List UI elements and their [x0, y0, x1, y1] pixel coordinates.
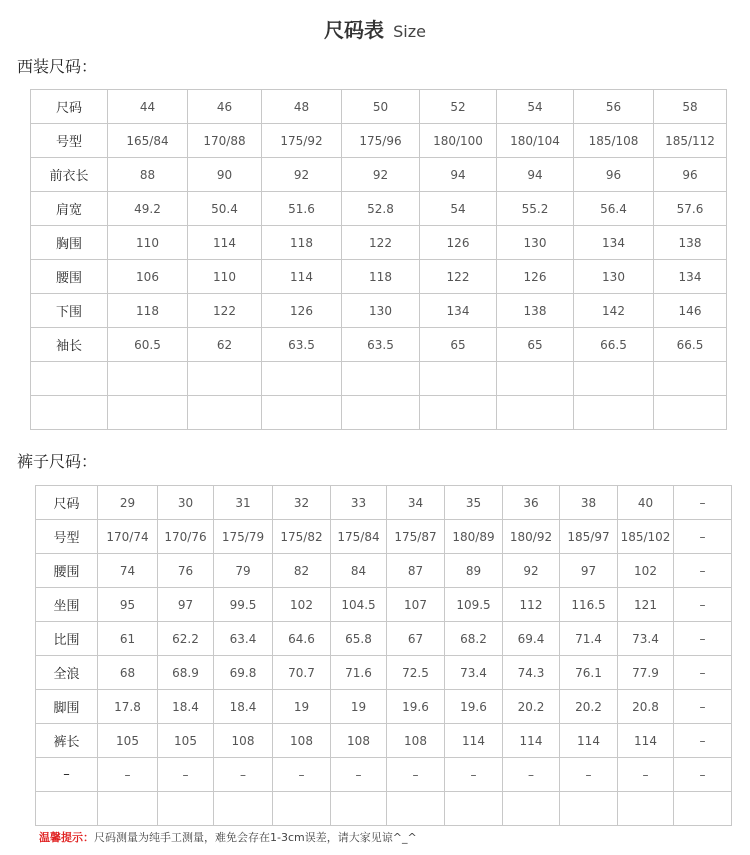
table-row: [36, 588, 732, 622]
row-header-cell: 尺码: [31, 90, 108, 124]
table-cell: 84: [331, 554, 387, 588]
table-row: [31, 362, 727, 396]
row-header-cell: 腰围: [36, 554, 98, 588]
table-cell: 114: [262, 260, 342, 294]
table-cell: [674, 792, 732, 826]
row-header-cell: 号型: [36, 520, 98, 554]
table-cell: 55.2: [497, 192, 574, 226]
row-header-cell: 袖长: [31, 328, 108, 362]
table-cell: 122: [342, 226, 420, 260]
table-cell: –: [158, 758, 214, 792]
table-cell: 56.4: [574, 192, 654, 226]
table-row: [36, 690, 732, 724]
table-cell: 146: [654, 294, 727, 328]
table-cell: 180/89: [445, 520, 503, 554]
table-cell: 116.5: [560, 588, 618, 622]
table-cell: 110: [108, 226, 188, 260]
table-cell: –: [445, 758, 503, 792]
table-cell: 88: [108, 158, 188, 192]
table-cell: 65.8: [331, 622, 387, 656]
table-row: [31, 124, 727, 158]
table-cell: 36: [503, 486, 560, 520]
table-cell: –: [214, 758, 273, 792]
table-cell: 87: [387, 554, 445, 588]
table-cell: 94: [420, 158, 497, 192]
table-cell: 63.5: [262, 328, 342, 362]
table-cell: 77.9: [618, 656, 674, 690]
table-cell: 79: [214, 554, 273, 588]
table-cell: 108: [273, 724, 331, 758]
table-cell: [262, 362, 342, 396]
table-cell: [108, 396, 188, 430]
table-cell: 66.5: [574, 328, 654, 362]
table-cell: 29: [98, 486, 158, 520]
table-cell: –: [674, 622, 732, 656]
table-cell: 114: [188, 226, 262, 260]
table-cell: 18.4: [158, 690, 214, 724]
table-cell: –: [331, 758, 387, 792]
suit-size-table: [30, 89, 727, 430]
table-cell: 118: [108, 294, 188, 328]
table-cell: 108: [214, 724, 273, 758]
table-cell: 69.4: [503, 622, 560, 656]
table-cell: 110: [188, 260, 262, 294]
table-cell: 175/84: [331, 520, 387, 554]
table-cell: 61: [98, 622, 158, 656]
table-cell: 62: [188, 328, 262, 362]
row-header-cell: 比围: [36, 622, 98, 656]
row-header-cell: 坐围: [36, 588, 98, 622]
table-cell: 89: [445, 554, 503, 588]
table-cell: [214, 792, 273, 826]
table-cell: 180/100: [420, 124, 497, 158]
table-cell: 107: [387, 588, 445, 622]
table-cell: 38: [560, 486, 618, 520]
table-cell: 122: [188, 294, 262, 328]
table-cell: 68: [98, 656, 158, 690]
table-cell: –: [674, 520, 732, 554]
table-cell: [618, 792, 674, 826]
table-cell: 33: [331, 486, 387, 520]
table-cell: 63.4: [214, 622, 273, 656]
table-cell: –: [98, 758, 158, 792]
table-cell: 44: [108, 90, 188, 124]
table-cell: 126: [262, 294, 342, 328]
table-row: [31, 226, 727, 260]
table-cell: 118: [342, 260, 420, 294]
table-cell: [654, 396, 727, 430]
table-cell: 99.5: [214, 588, 273, 622]
row-header-cell: 全浪: [36, 656, 98, 690]
table-cell: 114: [618, 724, 674, 758]
table-cell: 19: [331, 690, 387, 724]
table-cell: 40: [618, 486, 674, 520]
table-cell: 76: [158, 554, 214, 588]
table-cell: [158, 792, 214, 826]
table-cell: 104.5: [331, 588, 387, 622]
table-cell: 50: [342, 90, 420, 124]
table-cell: 185/112: [654, 124, 727, 158]
table-cell: 51.6: [262, 192, 342, 226]
table-cell: 72.5: [387, 656, 445, 690]
table-cell: 58: [654, 90, 727, 124]
table-cell: 185/97: [560, 520, 618, 554]
table-cell: 71.4: [560, 622, 618, 656]
table-cell: 175/92: [262, 124, 342, 158]
table-cell: 54: [497, 90, 574, 124]
table-cell: [108, 362, 188, 396]
row-header-cell: 胸围: [31, 226, 108, 260]
table-row: [36, 622, 732, 656]
table-row: [31, 90, 727, 124]
table-cell: 31: [214, 486, 273, 520]
table-cell: 96: [574, 158, 654, 192]
table-cell: 54: [420, 192, 497, 226]
table-cell: [98, 792, 158, 826]
table-cell: 65: [497, 328, 574, 362]
table-cell: 122: [420, 260, 497, 294]
row-header-cell: 号型: [31, 124, 108, 158]
table-cell: –: [674, 690, 732, 724]
table-row: [36, 554, 732, 588]
table-cell: 18.4: [214, 690, 273, 724]
notice: [39, 829, 417, 845]
row-header-cell: 肩宽: [31, 192, 108, 226]
table-cell: –: [503, 758, 560, 792]
title-main: 尺码表: [324, 18, 385, 42]
row-header-cell: 脚围: [36, 690, 98, 724]
table-row: [36, 724, 732, 758]
table-row: [31, 328, 727, 362]
table-cell: 20.2: [560, 690, 618, 724]
table-cell: 170/74: [98, 520, 158, 554]
pants-size-table: [35, 485, 732, 826]
pants-section-title: 裤子尺码：: [17, 452, 98, 471]
table-cell: 130: [342, 294, 420, 328]
table-cell: [560, 792, 618, 826]
table-row: [36, 520, 732, 554]
row-header-cell: [36, 792, 98, 826]
notice-text: 尺码测量为纯手工测量，难免会存在1-3cm误差，请大家见谅^_^: [94, 831, 417, 844]
table-cell: [497, 396, 574, 430]
table-cell: 74: [98, 554, 158, 588]
table-cell: 68.9: [158, 656, 214, 690]
row-header-cell: 下围: [31, 294, 108, 328]
table-cell: –: [674, 724, 732, 758]
table-cell: [574, 396, 654, 430]
table-cell: 92: [262, 158, 342, 192]
row-header-cell: 裤长: [36, 724, 98, 758]
row-header-cell: 尺码: [36, 486, 98, 520]
table-cell: 175/87: [387, 520, 445, 554]
table-cell: 73.4: [618, 622, 674, 656]
table-cell: [445, 792, 503, 826]
table-cell: 17.8: [98, 690, 158, 724]
table-cell: 34: [387, 486, 445, 520]
table-cell: 52.8: [342, 192, 420, 226]
table-cell: 63.5: [342, 328, 420, 362]
table-cell: [654, 362, 727, 396]
table-cell: 70.7: [273, 656, 331, 690]
table-row: [31, 192, 727, 226]
table-cell: 46: [188, 90, 262, 124]
table-cell: –: [674, 486, 732, 520]
table-cell: 64.6: [273, 622, 331, 656]
table-cell: 48: [262, 90, 342, 124]
table-cell: 105: [158, 724, 214, 758]
table-cell: 175/96: [342, 124, 420, 158]
table-cell: –: [560, 758, 618, 792]
table-cell: 180/92: [503, 520, 560, 554]
table-cell: 175/82: [273, 520, 331, 554]
table-row: [31, 396, 727, 430]
table-cell: 71.6: [331, 656, 387, 690]
table-cell: 165/84: [108, 124, 188, 158]
row-header-cell: [31, 362, 108, 396]
table-row: [36, 656, 732, 690]
table-cell: 134: [574, 226, 654, 260]
table-cell: 175/79: [214, 520, 273, 554]
table-cell: 180/104: [497, 124, 574, 158]
table-cell: 56: [574, 90, 654, 124]
table-cell: 134: [420, 294, 497, 328]
table-cell: 68.2: [445, 622, 503, 656]
table-cell: 35: [445, 486, 503, 520]
table-cell: 102: [273, 588, 331, 622]
table-cell: 114: [445, 724, 503, 758]
table-cell: 121: [618, 588, 674, 622]
table-cell: 170/88: [188, 124, 262, 158]
table-row: [36, 486, 732, 520]
table-cell: 74.3: [503, 656, 560, 690]
table-cell: 105: [98, 724, 158, 758]
table-cell: [420, 362, 497, 396]
table-cell: [342, 396, 420, 430]
table-cell: 138: [654, 226, 727, 260]
table-cell: 109.5: [445, 588, 503, 622]
table-row: [31, 158, 727, 192]
table-cell: 142: [574, 294, 654, 328]
table-row: [36, 758, 732, 792]
table-cell: 138: [497, 294, 574, 328]
table-cell: 76.1: [560, 656, 618, 690]
table-cell: 112: [503, 588, 560, 622]
table-cell: 108: [331, 724, 387, 758]
table-cell: 185/108: [574, 124, 654, 158]
page-title: [0, 14, 750, 43]
row-header-cell: –: [36, 758, 98, 792]
table-cell: 185/102: [618, 520, 674, 554]
table-cell: –: [674, 758, 732, 792]
table-cell: 94: [497, 158, 574, 192]
table-cell: 65: [420, 328, 497, 362]
table-cell: 95: [98, 588, 158, 622]
table-cell: 57.6: [654, 192, 727, 226]
table-cell: 108: [387, 724, 445, 758]
table-cell: –: [674, 554, 732, 588]
table-cell: –: [618, 758, 674, 792]
table-cell: 20.2: [503, 690, 560, 724]
table-row: [31, 260, 727, 294]
table-cell: [574, 362, 654, 396]
table-cell: 126: [420, 226, 497, 260]
table-cell: 20.8: [618, 690, 674, 724]
table-cell: 82: [273, 554, 331, 588]
table-cell: 102: [618, 554, 674, 588]
title-sub: Size: [393, 22, 426, 41]
table-cell: –: [674, 588, 732, 622]
table-cell: [188, 396, 262, 430]
notice-label: 温馨提示：: [39, 831, 94, 844]
table-cell: 73.4: [445, 656, 503, 690]
table-cell: 130: [574, 260, 654, 294]
row-header-cell: [31, 396, 108, 430]
table-cell: 118: [262, 226, 342, 260]
table-cell: [262, 396, 342, 430]
table-cell: [342, 362, 420, 396]
table-row: [36, 792, 732, 826]
table-cell: –: [387, 758, 445, 792]
table-cell: [387, 792, 445, 826]
suit-section-title: 西装尺码：: [17, 57, 98, 76]
table-cell: [503, 792, 560, 826]
table-cell: –: [674, 656, 732, 690]
table-cell: 67: [387, 622, 445, 656]
table-cell: 30: [158, 486, 214, 520]
row-header-cell: 腰围: [31, 260, 108, 294]
table-cell: 90: [188, 158, 262, 192]
table-cell: 32: [273, 486, 331, 520]
table-cell: 52: [420, 90, 497, 124]
table-cell: 62.2: [158, 622, 214, 656]
table-cell: [331, 792, 387, 826]
table-row: [31, 294, 727, 328]
table-cell: 170/76: [158, 520, 214, 554]
table-cell: 97: [560, 554, 618, 588]
table-cell: 126: [497, 260, 574, 294]
table-cell: 66.5: [654, 328, 727, 362]
table-cell: 106: [108, 260, 188, 294]
table-cell: 19: [273, 690, 331, 724]
table-cell: 19.6: [445, 690, 503, 724]
table-cell: 114: [503, 724, 560, 758]
table-cell: 49.2: [108, 192, 188, 226]
table-cell: 60.5: [108, 328, 188, 362]
table-cell: 92: [342, 158, 420, 192]
table-cell: 134: [654, 260, 727, 294]
row-header-cell: 前衣长: [31, 158, 108, 192]
table-cell: –: [273, 758, 331, 792]
table-cell: 96: [654, 158, 727, 192]
table-cell: 130: [497, 226, 574, 260]
table-cell: [273, 792, 331, 826]
table-cell: [420, 396, 497, 430]
table-cell: [497, 362, 574, 396]
table-cell: [188, 362, 262, 396]
table-cell: 19.6: [387, 690, 445, 724]
table-cell: 50.4: [188, 192, 262, 226]
table-cell: 114: [560, 724, 618, 758]
table-cell: 97: [158, 588, 214, 622]
table-cell: 69.8: [214, 656, 273, 690]
table-cell: 92: [503, 554, 560, 588]
